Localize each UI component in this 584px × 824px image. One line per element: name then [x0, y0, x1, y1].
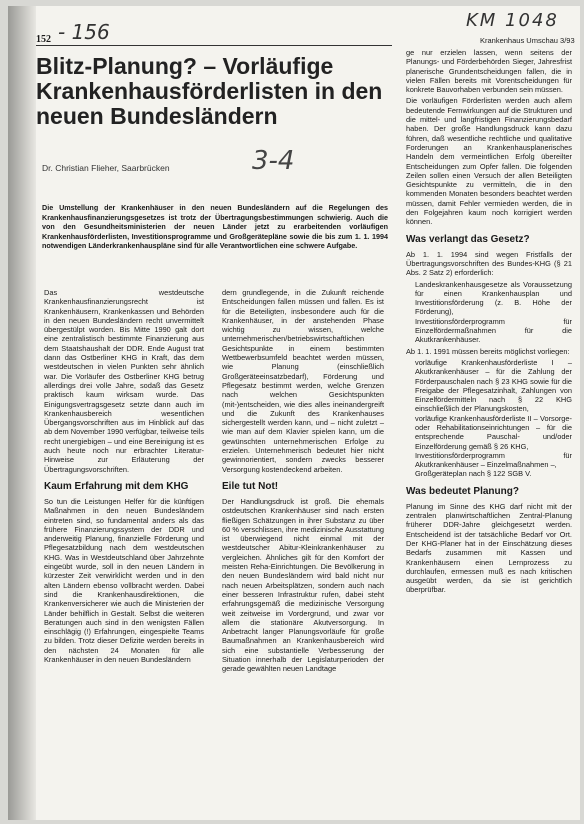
scanned-page: [8, 6, 580, 820]
section-heading: Kaum Erfahrung mit dem KHG: [44, 480, 189, 492]
list-item: • vorläufige Krankenhausförderliste I – Akutkrankenhäuser – für die Zahlung der Förderpauschalen nach § 23 KHG sowie für die Freigabe der Pflegesatzinhalt, Zahlungen von Einzelfördermitteln nach § 22 KHG einschließlich der Planungskosten,: [415, 358, 572, 414]
handwritten-code-annotation: KM 1048: [466, 10, 559, 31]
paragraph: ge nur erzielen lassen, wenn seitens der Planungs- und Förderbehörden Sieger, Jahresfrist planerische Grundentscheidungen fallen, die in vielen Fällen bereits mit Vorentscheidungen für konkrete Bauvorhaben verbunden sein müssen.: [406, 48, 572, 95]
requirement-list: [406, 280, 572, 345]
text-column-2: [222, 288, 384, 816]
article-author: Dr. Christian Flieher, Saarbrücken: [42, 163, 170, 173]
paragraph: Die vorläufigen Förderlisten werden auch allem bedeutende Fernwirkungen auf die Strukturen und die mittel- und langfristigen Finanzierungsbedarf haben. Der große Handlungsdruck kann dazu führen, daß wesentliche rechtliche und qualitative Forderungen an Krankenhausplanerisches Handeln dem vermeintlichen Erfolg übereilter Entscheidungen zum Opfer fallen. Die folgenden Zeilen sollen einen Versuch der allen Beteiligten Gesichtspunkte zu vermitteln, die in den kommenden Monaten besonders beachtet werden müssen, damit Fehler vermieden werden, die in den Folgejahren kaum noch korrigiert werden können.: [406, 96, 572, 227]
requirement-list: [406, 358, 572, 479]
article-lead: Die Umstellung der Krankenhäuser in den neuen Bundesländern auf die Regelungen des Krankenhausfinanzierungsgesetzes ist trotz der Übertragungsbestimmungen schwierig. Auch die von den Gesundheitsministerien der neuen Länder jetzt zu erarbeitenden vorläufigen Krankenhausförderlisten, Investitionsprogramme und Großgerätepläne sowie die bis zum 1. 1. 1994 notwendigen Länderkrankenhauspläne sind für alle Verantwortlichen eine schwere Aufgabe.: [42, 203, 388, 251]
article-title: Blitz-Planung? – Vorläufige Krankenhausförderlisten in den neuen Bundesländern: [36, 53, 383, 129]
paragraph: dern grundlegende, in die Zukunft reichende Entscheidungen fallen müssen und fallen. Es ist für die Beteiligten, insbesondere auch für die Krankenhäuser, in der anstehenden Phase wichtig zu wissen, welche unternehmerischen/betriebswirtschaftlichen Gesichtspunkte in einem bestimmten Wettbewerbsumfeld beachtet werden müssen, wie Planung (einschließlich Großgeräteeinsatzbedarf), Förderung und Pflegesatz bestimmt werden, welche Grenzen nach welchen Gesichtspunkten (mit-)entscheiden, wie dies alles ineinandergreift und die Zukunft des Krankenhauses sichergestellt werden kann, und – nicht zuletzt – wie man auf dem Klavier spielen kann, um die gewünschten unternehmerischen Erfolge zu erzielen. Unternehmerisch bedeutet hier nicht gewinnorientiert, sondern zwecks besserer Versorgung kostendeckend arbeiten.: [222, 288, 384, 474]
handwritten-mark: 3-4: [252, 146, 295, 176]
paragraph: Das westdeutsche Krankenhausfinanzierungsrecht ist Krankenhäusern, Krankenkassen und Behörden in den neuen Bundesländern recht unvermittelt übergestülpt worden. Bis Mitte 1990 galt dort eine zentralistisch bestimmte Finanzierung aus dem Staatshaushalt der DDR. Ende August trat dann das Ostberliner KHG in Kraft, das dem westdeutschen in vielen Punkten sehr ähnlich war. Die Vorläufer des Ostberliner KHG betrug allerdings drei volle Jahre, sodaß das Gesetz praktisch kaum wirksam wurde. Das Einigungsvertragsgesetz setzte dann auch im Krankenhausbereich wesentlichen Übergangsvorschriften aus im Hinblick auf das ab dem November 1990 verfügbar, teilweise teils recht unergiebigen – und eine Bereinigung ist es auch heute noch nur erbrachter Literatur-Hinweise zur Erläuterung der Übertragungsvorschriften.: [44, 288, 204, 474]
text-column-1: [44, 288, 204, 816]
paragraph: Planung im Sinne des KHG darf nicht mit der zentralen planwirtschaftlichen Zentral-Planung früherer DDR-Jahre gleichgesetzt werden. Entscheidend ist der tatsächliche Bedarf vor Ort. Der KHG-Planer hat in der Einschätzung dieses Bedarfs zusammen mit Kassen und Krankenhäusern einen Lernprozess zu durchlaufen, ermessen muß es nach kritischen ausgeübt werden, da sie ist gerichtlich überprüfbar.: [406, 501, 572, 595]
handwritten-page-annotation: - 156: [58, 20, 110, 44]
list-item: • Großgeräteplan nach § 122 SGB V.: [415, 469, 572, 478]
text-column-3: [406, 48, 572, 816]
section-heading: Was verlangt das Gesetz?: [406, 233, 530, 245]
list-item: • Landeskrankenhausgesetze als Voraussetzung für einen Krankenhausplan und Investitionsförderung (z. B. Höhe der Förderung),: [415, 280, 572, 317]
list-item: • Investitionsförderprogramm für Akutkrankenhäuser – Einzelmaßnahmen –,: [415, 451, 572, 470]
page-number: 152: [36, 34, 51, 45]
list-item: • vorläufige Krankenhausförderliste II – Vorsorge- oder Rehabilitationseinrichtungen – für die entsprechende Pauschal- und/oder Einzelförderung gemäß § 26 KHG,: [415, 414, 572, 451]
page-edge-shadow: [8, 6, 36, 820]
paragraph: So tun die Leistungen Helfer für die künftigen Maßnahmen in den neuen Bundesländern eintreten sind, so fundamental anders als das frühere Finanzierungssystem der DDR und anderweitig Planung, finanzielle Förderung und Pflegesatzbildung nach dem westdeutschen KHG. Was in Westdeutschland über Jahrzehnte eingeübt wurde, soll in den neuen Ländern in kürzester Zeit verwirklicht werden und in den alten Ländern ebenso vollbracht werden. Dabei sind die Krankenhausdirektionen, die Krankenversicherer wie auch die Ministerien der Länder behilflich in Gestalt. Selbst die weiteren Beratungen auch sind in den wenigsten Fällen einschlägig (!) Erfahrungen, eingespielte Teams zu bilden. Trotz dieser Defizite werden bereits in den nächsten 24 Monaten für alle Krankenhäuser in den neuen Bundesländern: [44, 496, 204, 664]
list-item: • Investitionsförderprogramm für Einzelfördermaßnahmen für die Akutkrankenhäuser.: [415, 317, 572, 345]
section-heading: Was bedeutet Planung?: [406, 485, 519, 497]
paragraph: Ab 1. 1. 1991 müssen bereits möglichst vorliegen:: [406, 346, 570, 356]
running-head: Krankenhaus Umschau 3/93: [480, 36, 575, 45]
paragraph: Ab 1. 1. 1994 sind wegen Fristfalls der Übertragungsvorschriften des Bundes-KHG (§ 21 Abs. 2 Satz 2) erforderlich:: [406, 249, 572, 278]
paragraph: Der Handlungsdruck ist groß. Die ehemals ostdeutschen Krankenhäuser sind nach ersten fließigen Schätzungen in ihrer Substanz zu über 60 % verschlissen, ihre medizinische Ausstattung ist überwiegend nicht einmal mit der westdeutscher Abitur-Kleinkrankenhäuser zu vergleichen. Ähnliches gilt für den Komfort der meisten Reha-Einrichtungen. Die Bevölkerung in den neuen Bundesländern wird bald nicht nur nach neuen Arbeitsplätzen, sondern auch nach einer besseren Infrastruktur rufen, dabei steht erfahrungsgemäß die medizinische Versorgung weit zeitweise im Vordergrund, und zwar vor allem die stationäre Akutversorgung. In Anbetracht langer Planungsvorläufe für große Baumaßnahmen an Krankenhausbereich wird sich eine substantielle Verbesserung der Situation innerhalb der Legislaturperioden der gerade gewählten neuen Landtage: [222, 496, 384, 674]
section-heading: Eile tut Not!: [222, 480, 279, 492]
header-rule: [36, 45, 392, 46]
